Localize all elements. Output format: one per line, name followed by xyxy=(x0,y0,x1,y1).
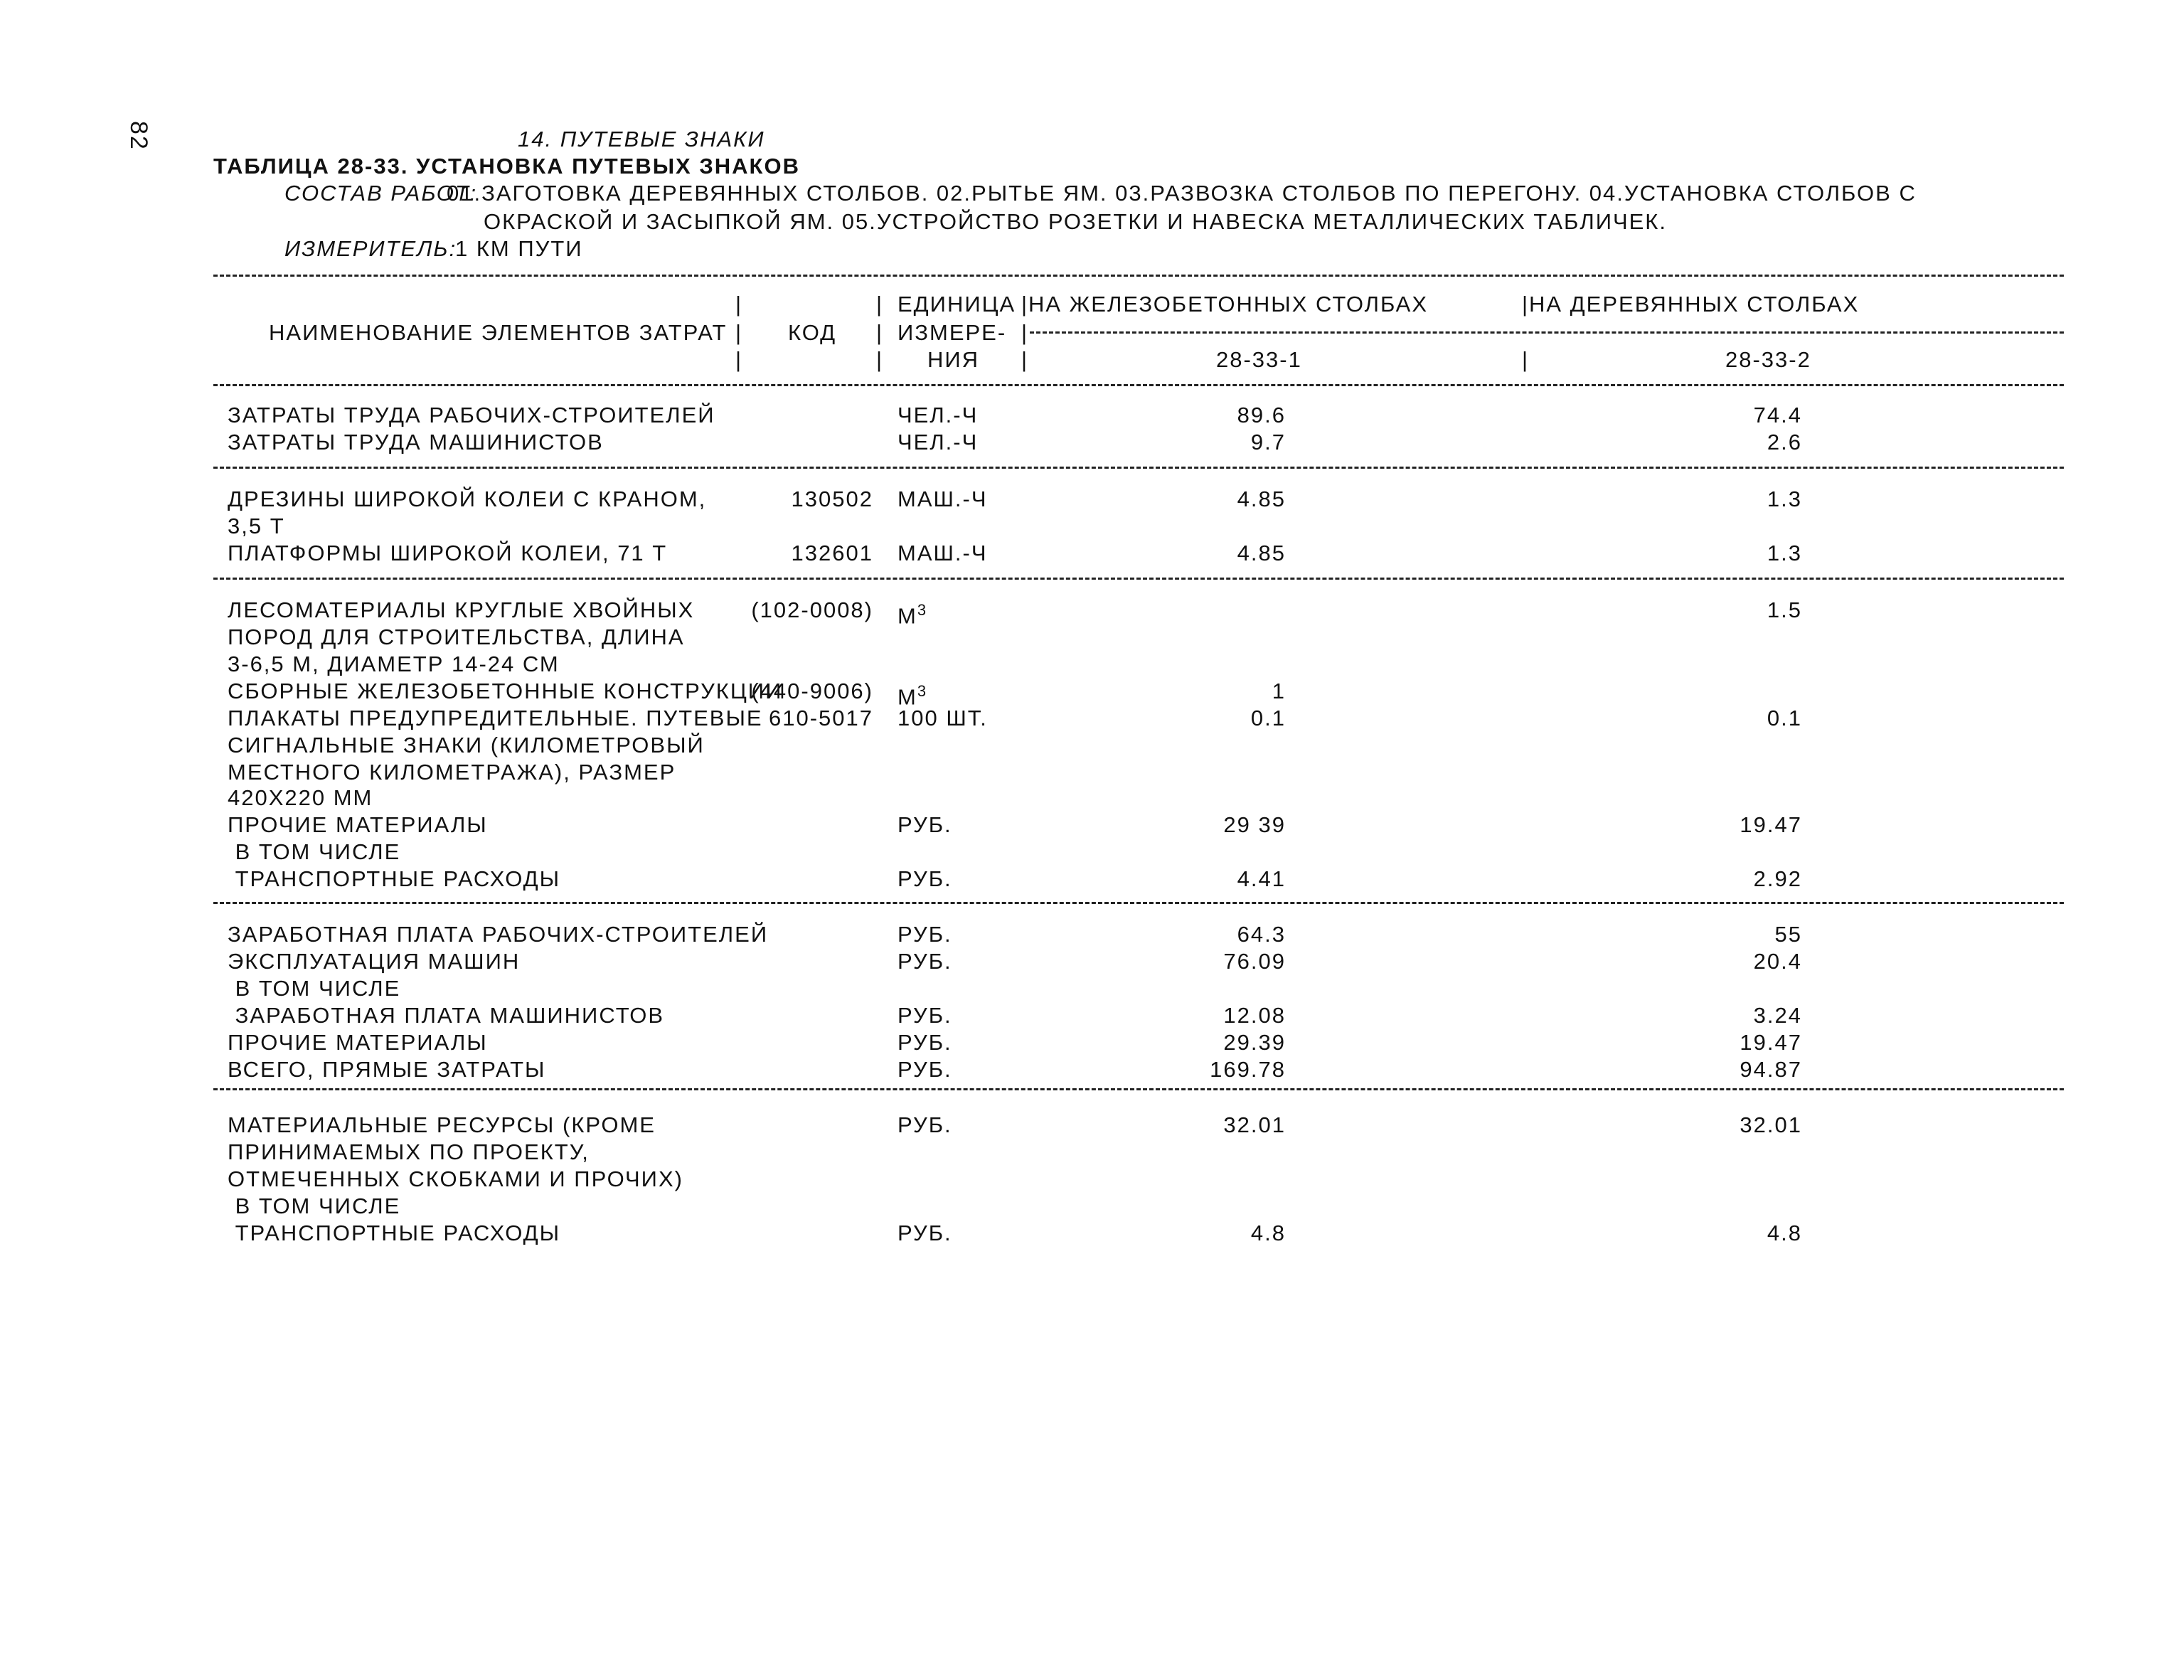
work-composition-line2: ОКРАСКОЙ И ЗАСЫПКОЙ ЯМ. 05.УСТРОЙСТВО РОЗЕТКИ И НАВЕСКА МЕТАЛЛИЧЕСКИХ ТАБЛИЧЕК. xyxy=(484,209,1667,234)
row-unit: РУБ. xyxy=(897,1112,952,1137)
row-value-28-33-1: 169.78 xyxy=(1210,1057,1286,1082)
section-title: 14. ПУТЕВЫЕ ЗНАКИ xyxy=(518,127,765,151)
row-unit: РУБ. xyxy=(897,866,952,891)
separator: | xyxy=(1021,292,1028,317)
header-group-wood: НА ДЕРЕВЯННЫХ СТОЛБАХ xyxy=(1529,292,1860,317)
row-name: ЗАРАБОТНАЯ ПЛАТА РАБОЧИХ-СТРОИТЕЛЕЙ xyxy=(228,922,769,947)
measure-label: ИЗМЕРИТЕЛЬ: xyxy=(284,236,457,261)
row-code: 610-5017 xyxy=(768,706,873,730)
rule-top xyxy=(213,275,2064,277)
page-number: 82 xyxy=(125,121,152,151)
row-name: ЗАТРАТЫ ТРУДА МАШИНИСТОВ xyxy=(228,430,604,454)
row-name: ПЛАКАТЫ ПРЕДУПРЕДИТЕЛЬНЫЕ. ПУТЕВЫЕ xyxy=(228,706,763,730)
row-value-28-33-2: 0.1 xyxy=(1767,706,1802,730)
separator: | xyxy=(735,292,742,317)
work-composition-line1: 01.ЗАГОТОВКА ДЕРЕВЯННЫХ СТОЛБОВ. 02.РЫТЬЕ ЯМ. 03.РАЗВОЗКА СТОЛБОВ ПО ПЕРЕГОНУ. 04.УСТАНОВКА СТОЛБОВ С xyxy=(447,181,1917,206)
row-value-28-33-2: 19.47 xyxy=(1740,1030,1802,1055)
row-name: СИГНАЛЬНЫЕ ЗНАКИ (КИЛОМЕТРОВЫЙ xyxy=(228,733,705,757)
row-unit: РУБ. xyxy=(897,1057,952,1082)
row-unit: МАШ.-Ч xyxy=(897,487,988,511)
row-name: ЗАРАБОТНАЯ ПЛАТА МАШИНИСТОВ xyxy=(228,1003,665,1028)
row-name: 3,5 Т xyxy=(228,514,285,538)
row-value-28-33-1: 29 39 xyxy=(1223,812,1286,837)
row-name: МАТЕРИАЛЬНЫЕ РЕСУРСЫ (КРОМЕ xyxy=(228,1112,656,1137)
row-code: (102-0008) xyxy=(751,597,873,622)
row-value-28-33-1: 32.01 xyxy=(1223,1112,1286,1137)
work-composition-label: СОСТАВ РАБОТ: xyxy=(284,181,478,206)
row-unit: $М^3$ xyxy=(897,601,928,629)
row-code: 132601 xyxy=(791,541,873,565)
row-unit: 100 ШТ. xyxy=(897,706,988,730)
header-group-concrete: НА ЖЕЛЕЗОБЕТОННЫХ СТОЛБАХ xyxy=(1028,292,1429,317)
header-unit-line1: ЕДИНИЦА xyxy=(897,292,1016,317)
row-unit: РУБ. xyxy=(897,1030,952,1055)
rule-section-4 xyxy=(213,1088,2064,1090)
separator: | xyxy=(876,292,883,317)
row-value-28-33-1: 89.6 xyxy=(1237,403,1286,427)
row-name: ТРАНСПОРТНЫЕ РАСХОДЫ xyxy=(228,1221,561,1245)
rule-section-3 xyxy=(213,902,2064,904)
row-unit: ЧЕЛ.-Ч xyxy=(897,403,979,427)
separator: | xyxy=(1522,347,1528,372)
row-value-28-33-2: 19.47 xyxy=(1740,812,1802,837)
row-name: 420Х220 ММ xyxy=(228,785,373,810)
header-code: КОД xyxy=(788,320,837,345)
row-value-28-33-2: 4.8 xyxy=(1767,1221,1802,1245)
row-value-28-33-1: 64.3 xyxy=(1237,922,1286,947)
row-name: ТРАНСПОРТНЫЕ РАСХОДЫ xyxy=(228,866,561,891)
separator: | xyxy=(876,320,883,345)
row-name: ПРОЧИЕ МАТЕРИАЛЫ xyxy=(228,1030,488,1055)
separator: | xyxy=(1021,320,1028,345)
row-name: В ТОМ ЧИСЛЕ xyxy=(228,976,401,1001)
row-name: ЛЕСОМАТЕРИАЛЫ КРУГЛЫЕ ХВОЙНЫХ xyxy=(228,597,695,622)
row-name: ПРОЧИЕ МАТЕРИАЛЫ xyxy=(228,812,488,837)
separator: | xyxy=(1021,347,1028,372)
row-value-28-33-1: 9.7 xyxy=(1250,430,1286,454)
measure-value: 1 КМ ПУТИ xyxy=(455,236,583,261)
row-code: 130502 xyxy=(791,487,873,511)
row-value-28-33-2: 94.87 xyxy=(1740,1057,1802,1082)
row-unit: РУБ. xyxy=(897,1003,952,1028)
row-code: (440-9006) xyxy=(751,679,873,703)
row-unit: РУБ. xyxy=(897,1221,952,1245)
row-name: ПЛАТФОРМЫ ШИРОКОЙ КОЛЕИ, 71 Т xyxy=(228,541,668,565)
row-name: ПРИНИМАЕМЫХ ПО ПРОЕКТУ, xyxy=(228,1139,590,1164)
row-name: ЗАТРАТЫ ТРУДА РАБОЧИХ-СТРОИТЕЛЕЙ xyxy=(228,403,715,427)
header-name: НАИМЕНОВАНИЕ ЭЛЕМЕНТОВ ЗАТРАТ xyxy=(269,320,728,345)
separator: | xyxy=(876,347,883,372)
row-value-28-33-2: 2.6 xyxy=(1767,430,1802,454)
row-name: 3-6,5 М, ДИАМЕТР 14-24 СМ xyxy=(228,652,560,676)
row-name: ЭКСПЛУАТАЦИЯ МАШИН xyxy=(228,949,521,974)
header-unit-line2: ИЗМЕРЕ- xyxy=(897,320,1007,345)
row-value-28-33-2: 74.4 xyxy=(1753,403,1802,427)
rule-header-bottom xyxy=(213,384,2064,386)
row-unit: МАШ.-Ч xyxy=(897,541,988,565)
row-value-28-33-2: 20.4 xyxy=(1753,949,1802,974)
row-value-28-33-1: 1 xyxy=(1272,679,1286,703)
row-value-28-33-1: 4.8 xyxy=(1250,1221,1286,1245)
row-value-28-33-1: 29.39 xyxy=(1223,1030,1286,1055)
row-value-28-33-1: 4.41 xyxy=(1237,866,1286,891)
row-value-28-33-2: 2.92 xyxy=(1753,866,1802,891)
header-unit-line3: НИЯ xyxy=(927,347,980,372)
row-value-28-33-1: 12.08 xyxy=(1223,1003,1286,1028)
row-value-28-33-2: 1.5 xyxy=(1767,597,1802,622)
row-name: В ТОМ ЧИСЛЕ xyxy=(228,839,401,864)
row-value-28-33-1: 4.85 xyxy=(1237,541,1286,565)
row-unit: $М^3$ xyxy=(897,682,928,710)
header-subrule xyxy=(1030,331,2064,334)
row-value-28-33-2: 3.24 xyxy=(1753,1003,1802,1028)
separator: | xyxy=(1522,292,1528,317)
row-value-28-33-1: 0.1 xyxy=(1250,706,1286,730)
header-col-28-33-2: 28-33-2 xyxy=(1725,347,1811,372)
separator: | xyxy=(735,320,742,345)
row-name: ОТМЕЧЕННЫХ СКОБКАМИ И ПРОЧИХ) xyxy=(228,1166,683,1191)
row-unit: ЧЕЛ.-Ч xyxy=(897,430,979,454)
row-name: ДРЕЗИНЫ ШИРОКОЙ КОЛЕИ С КРАНОМ, xyxy=(228,487,707,511)
row-value-28-33-2: 1.3 xyxy=(1767,541,1802,565)
table-title: ТАБЛИЦА 28-33. УСТАНОВКА ПУТЕВЫХ ЗНАКОВ xyxy=(213,154,800,179)
header-col-28-33-1: 28-33-1 xyxy=(1216,347,1302,372)
row-value-28-33-2: 1.3 xyxy=(1767,487,1802,511)
row-name: В ТОМ ЧИСЛЕ xyxy=(228,1193,401,1218)
row-value-28-33-2: 32.01 xyxy=(1740,1112,1802,1137)
row-value-28-33-1: 4.85 xyxy=(1237,487,1286,511)
row-name: СБОРНЫЕ ЖЕЛЕЗОБЕТОННЫЕ КОНСТРУКЦИИ xyxy=(228,679,783,703)
row-value-28-33-1: 76.09 xyxy=(1223,949,1286,974)
row-name: ВСЕГО, ПРЯМЫЕ ЗАТРАТЫ xyxy=(228,1057,546,1082)
row-unit: РУБ. xyxy=(897,922,952,947)
row-unit: РУБ. xyxy=(897,812,952,837)
row-name: ПОРОД ДЛЯ СТРОИТЕЛЬСТВА, ДЛИНА xyxy=(228,624,685,649)
rule-section-1 xyxy=(213,467,2064,469)
row-unit: РУБ. xyxy=(897,949,952,974)
row-name: МЕСТНОГО КИЛОМЕТРАЖА), РАЗМЕР xyxy=(228,760,676,785)
rule-section-2 xyxy=(213,578,2064,580)
separator: | xyxy=(735,347,742,372)
row-value-28-33-2: 55 xyxy=(1774,922,1802,947)
